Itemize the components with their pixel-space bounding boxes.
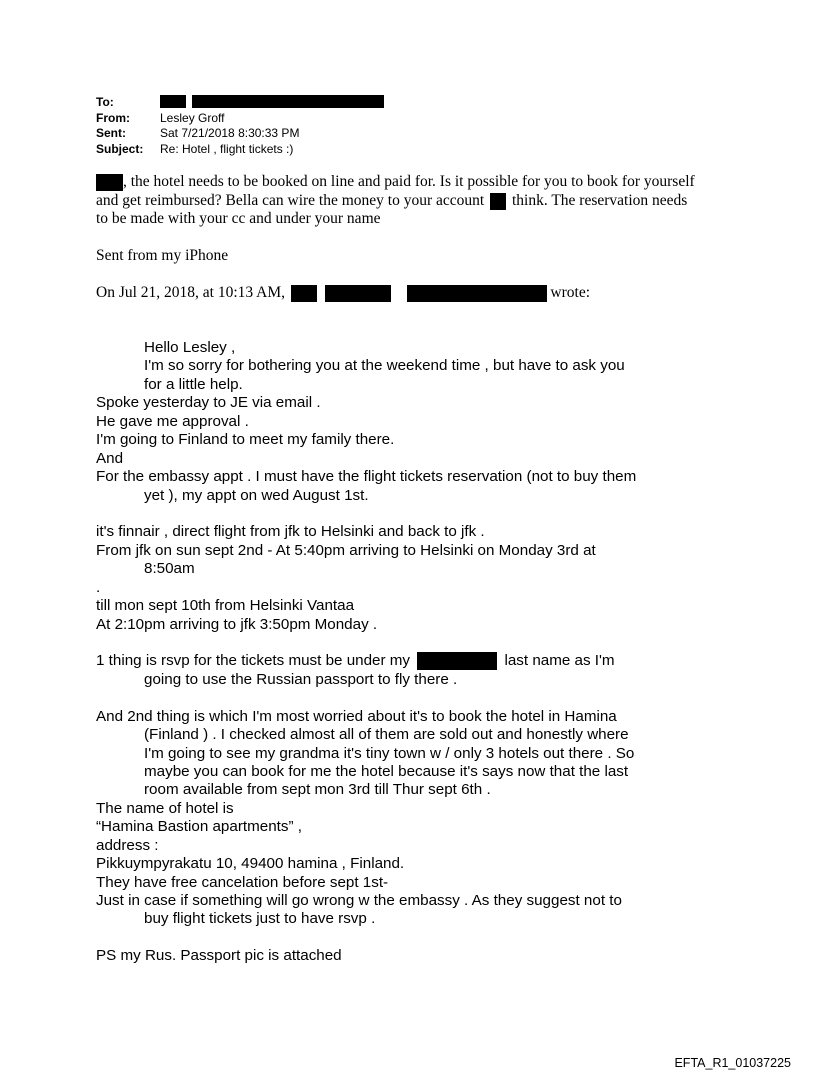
quoted-line: Spoke yesterday to JE via email . [96, 394, 321, 411]
reply-line-3 [96, 210, 381, 229]
email-header [96, 95, 384, 157]
quoted-line: it's finnair , direct flight from jfk to Helsinki and back to jfk . [96, 523, 485, 540]
quoted-line: room available from sept mon 3rd till Thur sept 6th . [144, 781, 491, 798]
quoted-line: 8:50am [144, 560, 195, 577]
reply-text: to be made with your cc and under your name [96, 210, 381, 227]
redaction-box [407, 285, 547, 302]
quoted-line: Hello Lesley , [144, 339, 236, 356]
quoted-line: . [96, 579, 101, 596]
quoted-line: At 2:10pm arriving to jfk 3:50pm Monday . [96, 616, 378, 633]
quoted-line: Pikkuympyrakatu 10, 49400 hamina , Finland. [96, 855, 405, 872]
quote-intro-text: On Jul 21, 2018, at 10:13 AM, [96, 284, 286, 301]
quoted-line: yet ), my appt on wed August 1st. [144, 487, 369, 504]
sent-value: Sat 7/21/2018 8:30:33 PM [160, 126, 300, 140]
quoted-line [96, 652, 615, 671]
quoted-line: till mon sept 10th from Helsinki Vantaa [96, 597, 355, 614]
quoted-line: (Finland ) . I checked almost all of them are sold out and honestly where [144, 726, 629, 743]
quoted-text: 1 thing is rsvp for the tickets must be under my [96, 652, 411, 670]
reply-text: , the hotel needs to be booked on line and paid for. Is it possible for you to book for yourself [123, 173, 695, 190]
to-label: To: [96, 95, 114, 109]
subject-row [96, 142, 384, 158]
redaction-box [160, 95, 186, 108]
quoted-line: From jfk on sun sept 2nd - At 5:40pm arriving to Helsinki on Monday 3rd at [96, 542, 596, 559]
quoted-text: last name as I'm [504, 652, 615, 670]
from-value: Lesley Groff [160, 110, 225, 125]
reply-text: think. The reservation needs [511, 192, 688, 209]
quoted-line: For the embassy appt . I must have the flight tickets reservation (not to buy them [96, 468, 637, 485]
quoted-line: going to use the Russian passport to fly there . [144, 671, 458, 688]
document-id: EFTA_R1_01037225 [674, 1056, 791, 1070]
redaction-box [192, 95, 260, 108]
quote-intro-text: wrote: [550, 284, 591, 301]
quoted-line: “Hamina Bastion apartments” , [96, 818, 302, 835]
quoted-line: The name of hotel is [96, 800, 234, 817]
quoted-line: address : [96, 837, 159, 854]
from-row [96, 111, 384, 127]
redaction-box [96, 174, 123, 191]
to-row [96, 95, 384, 111]
quoted-line: I'm so sorry for bothering you at the weekend time , but have to ask you [144, 357, 625, 374]
reply-line-2 [96, 192, 687, 211]
quote-intro [96, 284, 590, 303]
quoted-line: And [96, 450, 124, 467]
reply-line-1 [96, 173, 695, 192]
signature: Sent from my iPhone [96, 247, 229, 264]
subject-value: Re: Hotel , flight tickets :) [160, 141, 294, 156]
quoted-line: buy flight tickets just to have rsvp . [144, 910, 376, 927]
from-label: From: [96, 110, 130, 125]
sent-label: Sent: [96, 126, 126, 140]
reply-text: and get reimbursed? Bella can wire the money to your account [96, 192, 485, 209]
redaction-box [490, 193, 506, 210]
quoted-line: Just in case if something will go wrong w the embassy . As they suggest not to [96, 892, 622, 909]
redaction-box [325, 285, 391, 302]
quoted-line: I'm going to Finland to meet my family there. [96, 431, 395, 448]
redaction-box [260, 95, 384, 108]
redaction-box [291, 285, 317, 302]
quoted-line: And 2nd thing is which I'm most worried about it's to book the hotel in Hamina [96, 708, 617, 725]
sent-row [96, 126, 384, 142]
quoted-line: He gave me approval . [96, 413, 249, 430]
quoted-line: for a little help. [144, 376, 243, 393]
quoted-line: maybe you can book for me the hotel because it's says now that the last [144, 763, 629, 780]
subject-label: Subject: [96, 141, 144, 156]
quoted-line: I'm going to see my grandma it's tiny town w / only 3 hotels out there . So [144, 745, 635, 762]
redaction-box [417, 652, 497, 670]
quoted-line: PS my Rus. Passport pic is attached [96, 947, 342, 964]
quoted-line: They have free cancelation before sept 1st- [96, 874, 389, 891]
